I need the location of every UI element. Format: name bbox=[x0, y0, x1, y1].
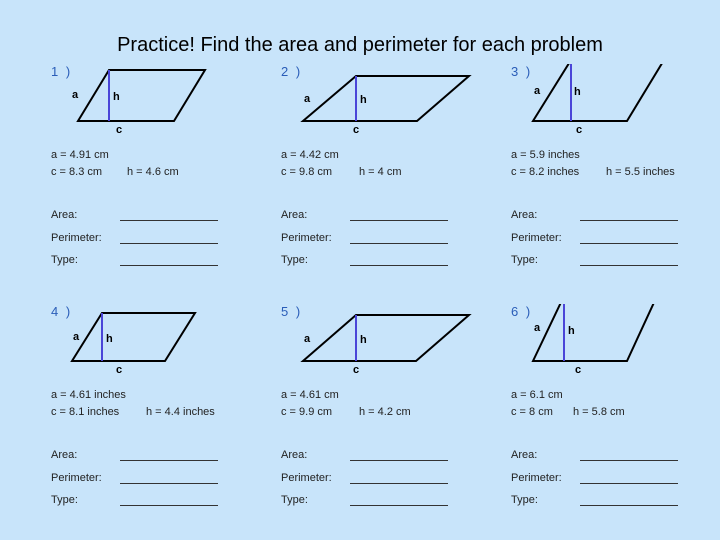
type-answer-line[interactable] bbox=[580, 505, 678, 506]
area-field bbox=[511, 449, 720, 463]
height-h-label: h bbox=[360, 334, 367, 346]
type-answer-line[interactable] bbox=[120, 265, 218, 266]
type-answer-line[interactable] bbox=[580, 265, 678, 266]
type-field bbox=[281, 254, 501, 268]
area-label: Area: bbox=[281, 209, 308, 221]
given-c: c = 9.8 cm bbox=[281, 166, 333, 178]
height-h-label: h bbox=[568, 325, 575, 337]
perimeter-field bbox=[51, 472, 271, 486]
given-a: a = 5.9 inches bbox=[511, 149, 580, 161]
side-a-label: a bbox=[304, 333, 311, 345]
perimeter-field bbox=[511, 472, 720, 486]
parallelogram-figure bbox=[511, 304, 720, 384]
area-answer-line[interactable] bbox=[350, 220, 448, 221]
type-answer-line[interactable] bbox=[120, 505, 218, 506]
problem-3 bbox=[511, 64, 720, 284]
given-c: c = 8.3 cm bbox=[51, 166, 103, 178]
area-answer-line[interactable] bbox=[580, 220, 678, 221]
side-a-label: a bbox=[534, 322, 541, 334]
perimeter-answer-line[interactable] bbox=[580, 483, 678, 484]
given-h: h = 4 cm bbox=[359, 166, 402, 178]
problem-6 bbox=[511, 304, 720, 524]
height-h-label: h bbox=[106, 333, 113, 345]
problem-number: 5 ) bbox=[281, 304, 303, 319]
given-h: h = 4.2 cm bbox=[359, 406, 411, 418]
area-answer-line[interactable] bbox=[120, 220, 218, 221]
perimeter-field bbox=[281, 232, 501, 246]
area-field bbox=[51, 209, 271, 223]
given-a: a = 4.91 cm bbox=[51, 149, 109, 161]
area-field bbox=[281, 449, 501, 463]
type-label: Type: bbox=[511, 254, 538, 266]
base-c-label: c bbox=[353, 124, 360, 136]
perimeter-answer-line[interactable] bbox=[350, 483, 448, 484]
type-field bbox=[511, 494, 720, 508]
base-c-label: c bbox=[575, 364, 582, 376]
given-c: c = 9.9 cm bbox=[281, 406, 333, 418]
perimeter-label: Perimeter: bbox=[281, 472, 332, 484]
given-a: a = 4.61 cm bbox=[281, 389, 339, 401]
problem-1 bbox=[51, 64, 271, 284]
height-h-label: h bbox=[574, 86, 581, 98]
perimeter-answer-line[interactable] bbox=[120, 243, 218, 244]
height-h-label: h bbox=[113, 91, 120, 103]
base-c-label: c bbox=[116, 124, 123, 136]
perimeter-field bbox=[281, 472, 501, 486]
area-label: Area: bbox=[281, 449, 308, 461]
parallelogram-figure bbox=[51, 304, 271, 384]
type-label: Type: bbox=[511, 494, 538, 506]
perimeter-label: Perimeter: bbox=[51, 232, 102, 244]
base-c-label: c bbox=[116, 364, 123, 376]
problem-number: 1 ) bbox=[51, 64, 73, 79]
given-h: h = 4.4 inches bbox=[146, 406, 215, 418]
parallelogram-figure bbox=[281, 64, 501, 144]
perimeter-label: Perimeter: bbox=[51, 472, 102, 484]
side-a-label: a bbox=[73, 331, 80, 343]
problem-number: 3 ) bbox=[511, 64, 533, 79]
given-c: c = 8.2 inches bbox=[511, 166, 580, 178]
base-c-label: c bbox=[353, 364, 360, 376]
base-c-label: c bbox=[576, 124, 583, 136]
area-label: Area: bbox=[511, 209, 538, 221]
given-a: a = 4.42 cm bbox=[281, 149, 339, 161]
area-field bbox=[51, 449, 271, 463]
perimeter-answer-line[interactable] bbox=[580, 243, 678, 244]
parallelogram-figure bbox=[51, 64, 271, 144]
side-a-label: a bbox=[304, 93, 311, 105]
type-field bbox=[51, 494, 271, 508]
perimeter-label: Perimeter: bbox=[511, 232, 562, 244]
problem-number: 4 ) bbox=[51, 304, 73, 319]
area-label: Area: bbox=[51, 449, 78, 461]
given-h: h = 5.5 inches bbox=[606, 166, 675, 178]
area-field bbox=[511, 209, 720, 223]
perimeter-answer-line[interactable] bbox=[350, 243, 448, 244]
type-label: Type: bbox=[281, 494, 308, 506]
area-answer-line[interactable] bbox=[120, 460, 218, 461]
perimeter-field bbox=[51, 232, 271, 246]
problem-number: 2 ) bbox=[281, 64, 303, 79]
given-a: a = 6.1 cm bbox=[511, 389, 563, 401]
parallelogram-figure bbox=[511, 64, 720, 144]
type-label: Type: bbox=[51, 254, 78, 266]
type-field bbox=[51, 254, 271, 268]
problem-number: 6 ) bbox=[511, 304, 533, 319]
height-h-label: h bbox=[360, 94, 367, 106]
problem-4 bbox=[51, 304, 271, 524]
given-a: a = 4.61 inches bbox=[51, 389, 126, 401]
perimeter-field bbox=[511, 232, 720, 246]
given-h: h = 4.6 cm bbox=[127, 166, 179, 178]
type-field bbox=[281, 494, 501, 508]
area-answer-line[interactable] bbox=[580, 460, 678, 461]
area-answer-line[interactable] bbox=[350, 460, 448, 461]
perimeter-label: Perimeter: bbox=[511, 472, 562, 484]
problem-5 bbox=[281, 304, 501, 524]
problem-2 bbox=[281, 64, 501, 284]
type-label: Type: bbox=[51, 494, 78, 506]
side-a-label: a bbox=[534, 85, 541, 97]
type-label: Type: bbox=[281, 254, 308, 266]
perimeter-answer-line[interactable] bbox=[120, 483, 218, 484]
given-h: h = 5.8 cm bbox=[573, 406, 625, 418]
type-answer-line[interactable] bbox=[350, 265, 448, 266]
area-field bbox=[281, 209, 501, 223]
parallelogram-figure bbox=[281, 304, 501, 384]
side-a-label: a bbox=[72, 89, 79, 101]
area-label: Area: bbox=[51, 209, 78, 221]
type-answer-line[interactable] bbox=[350, 505, 448, 506]
page-title: Practice! Find the area and perimeter for each problem bbox=[117, 34, 603, 56]
given-c: c = 8.1 inches bbox=[51, 406, 120, 418]
perimeter-label: Perimeter: bbox=[281, 232, 332, 244]
type-field bbox=[511, 254, 720, 268]
area-label: Area: bbox=[511, 449, 538, 461]
given-c: c = 8 cm bbox=[511, 406, 553, 418]
